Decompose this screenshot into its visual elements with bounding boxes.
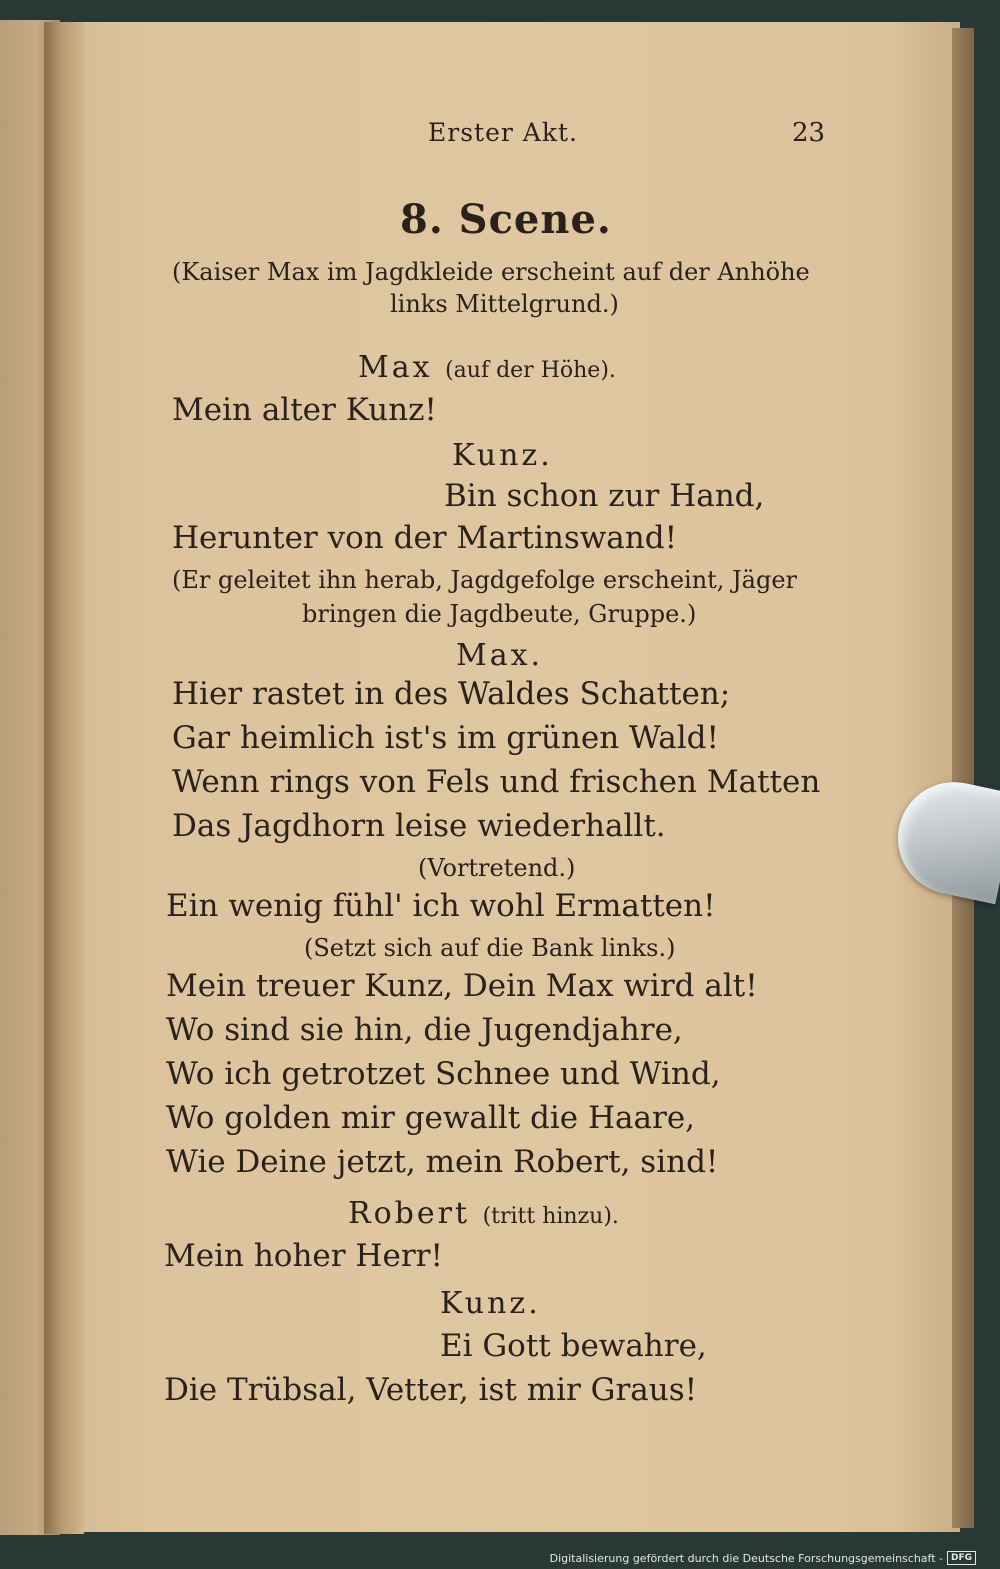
stage-direction: (Setzt sich auf die Bank links.) — [304, 934, 676, 962]
verse-line: Wo ich getrotzet Schnee und Wind, — [166, 1056, 721, 1092]
page-stack-edge — [952, 28, 974, 1528]
speaker-name: Kunz. — [440, 1286, 541, 1321]
speaker-name: Robert — [348, 1196, 471, 1231]
verse-line: Ein wenig fühl' ich wohl Ermatten! — [166, 888, 716, 924]
speaker-name: Max. — [456, 638, 544, 673]
stage-direction: (tritt hinzu). — [482, 1204, 619, 1229]
verse-line: Mein alter Kunz! — [172, 392, 437, 428]
scene-title: 8. Scene. — [400, 196, 612, 243]
verse-line: Das Jagdhorn leise wiederhallt. — [172, 808, 666, 844]
stage-direction: (Er geleitet ihn herab, Jagdgefolge erscheint, Jäger — [172, 566, 798, 594]
verse-line: Mein treuer Kunz, Dein Max wird alt! — [166, 968, 758, 1004]
stage-direction: (Vortretend.) — [418, 854, 576, 882]
book-gutter — [44, 22, 84, 1534]
speaker-name: Max — [358, 350, 433, 385]
dfg-logo: DFG — [947, 1551, 976, 1565]
verse-line: Mein hoher Herr! — [164, 1238, 443, 1274]
verse-line: Herunter von der Martinswand! — [172, 520, 678, 556]
stage-direction: bringen die Jagdbeute, Gruppe.) — [302, 600, 697, 628]
verse-line: Wo sind sie hin, die Jugendjahre, — [166, 1012, 683, 1048]
verse-line: Ei Gott bewahre, — [440, 1328, 707, 1364]
verse-line: Hier rastet in des Waldes Schatten; — [172, 676, 731, 712]
page-number: 23 — [792, 118, 826, 148]
verse-line: Wie Deine jetzt, mein Robert, sind! — [166, 1144, 719, 1180]
digitization-credit — [550, 1551, 976, 1565]
verse-line: Gar heimlich ist's im grünen Wald! — [172, 720, 719, 756]
scene-direction: links Mittelgrund.) — [390, 290, 619, 318]
speaker-line — [348, 1196, 619, 1231]
scene-direction: (Kaiser Max im Jagdkleide erscheint auf der Anhöhe — [172, 258, 810, 286]
verse-line: Wenn rings von Fels und frischen Matten — [172, 764, 821, 800]
credit-text: Digitalisierung gefördert durch die Deutsche Forschungsgemeinschaft - — [549, 1551, 943, 1565]
running-header: Erster Akt. — [428, 118, 578, 147]
verse-line: Die Trübsal, Vetter, ist mir Graus! — [164, 1372, 698, 1408]
stage-direction: (auf der Höhe). — [445, 358, 616, 383]
speaker-line — [358, 350, 616, 385]
verse-line: Wo golden mir gewallt die Haare, — [166, 1100, 696, 1136]
verse-line: Bin schon zur Hand, — [444, 478, 765, 514]
speaker-name: Kunz. — [452, 438, 553, 473]
